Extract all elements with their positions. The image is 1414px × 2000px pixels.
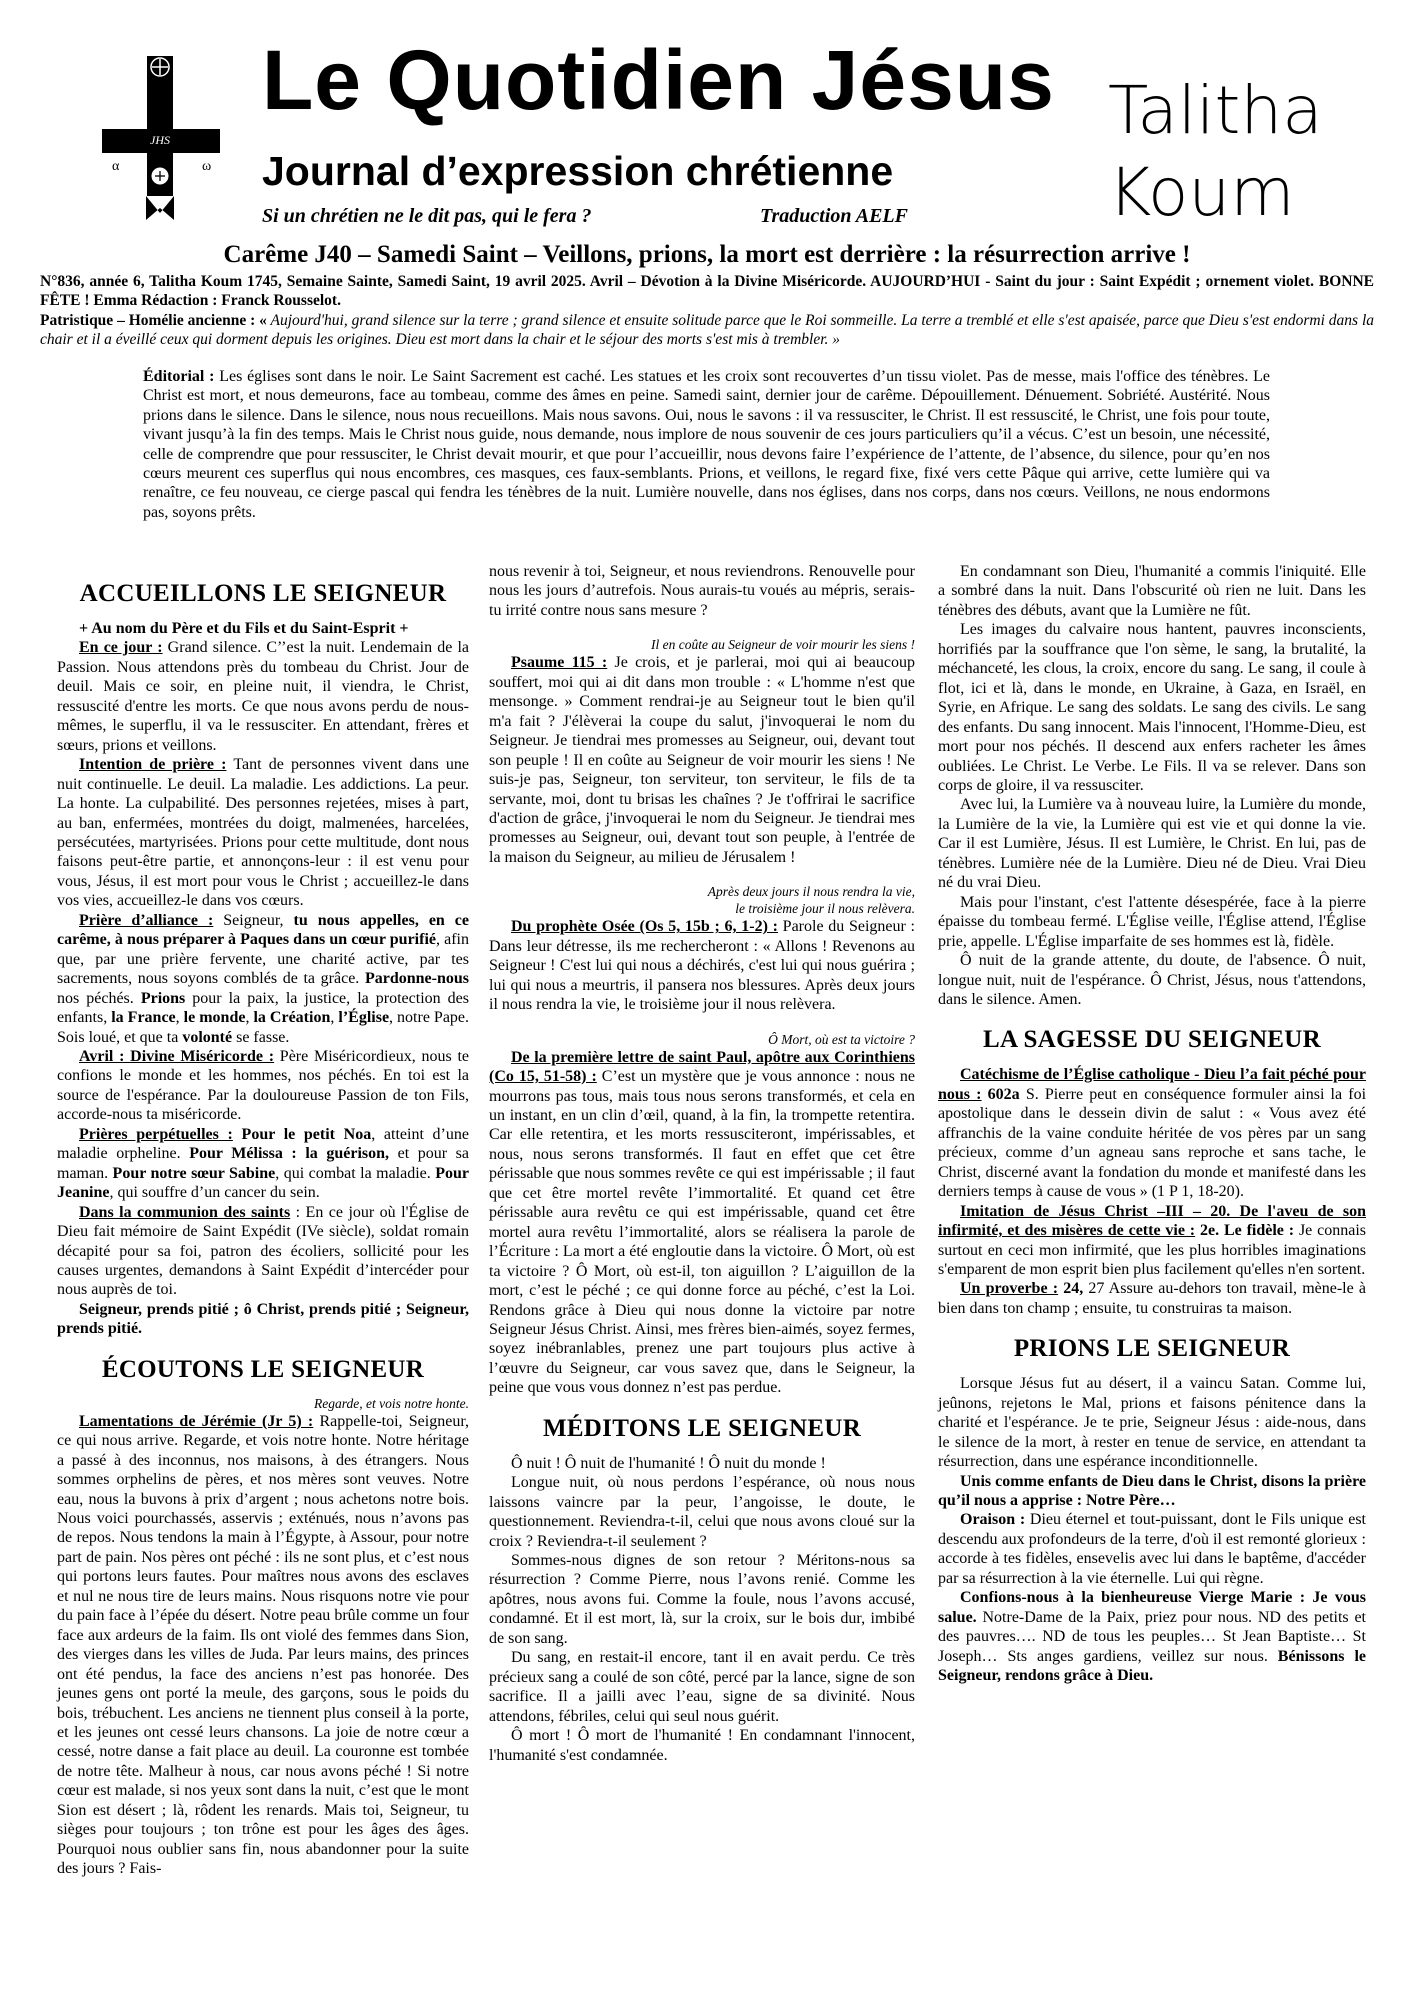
lamentations-reading: Lamentations de Jérémie (Jr 5) : Rappelle-toi, Seigneur, ce qui nous arrive. Regarde, et vois notre honte. Notre héritage a passé à des inconnus, nos maisons, à des étrangers. Nous sommes orphelins de pères, et nos mères sont veuves. Notre eau, nous la buvons à prix d’argent ; nous achetons notre bois. Nous voici pourchassés, asservis ; exténués, nous n’avons pas de repos. Nous tendons la main à l’Égypte, à Assour, pour notre part de pain. Nos pères ont péché : ils ne sont plus, et c’est nous qui portons leurs fautes. Pour maîtres nous avons des esclaves et nul ne nous tire de leurs mains. Nous risquons notre vie pour du pain face à l’épée du désert. Notre peau brûle comme un four face aux ardeurs de la faim. Ils ont violé des femmes dans Sion, des vierges dans les villes de Juda. Par leurs mains, des princes ont été pendus, la face des anciens n’est pas honorée. Des jeunes gens ont porté la meule, des garçons, sous le poids du bois, trébuchent. Les anciens ne tiennent plus conseil à la porte, et les jeunes ont cessé leurs chansons. La joie de notre cœur a cessé, notre danse a fait place au deuil. La couronne est tombée de notre tête. Malheur à nous, car nous avons péché ! Si notre cœur est malade, si nos yeux sont dans la nuit, c’est que le mont Sion est désert ; là, rôdent les renards. Mais toi, Seigneur, tu sièges pour toujours ; ton trône est pour les âges des âges. Pourquoi nous oublier sans fin, nous abandonner pour la suite des jours ? Fais- (57, 1412, 470, 1878)
april-paragraph: Avril : Divine Miséricorde : Père Miséricordieux, nous te confions le monde et les hommes, nos péchés. En toi est la source de l'espérance. Par la douloureuse Passion de ton Fils, accorde-nous ta miséricorde. (57, 1047, 469, 1124)
kyrie: Seigneur, prends pitié ; ô Christ, prends pitié ; Seigneur, prends pitié. (57, 1300, 469, 1338)
newspaper-subtitle: Journal d’expression chrétienne (262, 148, 894, 194)
section-heading-sagesse: LA SAGESSE DU SEIGNEUR (983, 1026, 1321, 1054)
hosea-epigraph-1: Après deux jours il nous rendra la vie, (707, 884, 915, 900)
corinthians-reading: De la première lettre de saint Paul, apôtre aux Corinthiens (Co 15, 51-58) : C’est un mystère que je vous annonce : nous ne mourrons pas tous, mais tous nous serons transformés, et cela en un instant, en un clin d’œil, quand, à la fin, la trompette retentira. Car elle retentira, et les morts ressusciteront, impérissables, et nous, nous serons transformés. Il faut en effet que cet être périssable que nous sommes revête ce qui est impérissable ; il faut que cet être mortel revête l’immortalité. Et quand cet être périssable aura revêtu ce qui est impérissable, quand cet être mortel aura revêtu l’immortalité, alors se réalisera la parole de l’Écriture : La mort a été engloutie dans la victoire. Ô Mort, où est ta victoire ? Ô Mort, où est-il, ton aiguillon ? L’aiguillon de la mort, c’est le péché ; ce qui donne force au péché, c’est la Loi. Rendons grâce à Dieu qui nous donne la victoire par notre Seigneur Jésus Christ. Ainsi, mes frères bien-aimés, soyez fermes, soyez inébranlables, prenez une part toujours plus active à l’œuvre du Seigneur, car vous savez que, dans le Seigneur, la peine que vous vous donnez n’est pas perdue. (489, 1048, 915, 1397)
translation-credit: Traduction AELF (760, 205, 908, 227)
section-heading-prions: PRIONS LE SEIGNEUR (1013, 1335, 1291, 1363)
our-father-intro: Unis comme enfants de Dieu dans le Christ, disons la prière qu’il nous a apprise : Notre Père… (938, 1472, 1366, 1510)
svg-text:α: α (112, 159, 120, 174)
hosea-epigraph-2: le troisième jour il nous relèvera. (735, 901, 915, 917)
corinthians-epigraph: Ô Mort, où est ta victoire ? (768, 1031, 915, 1047)
proverb-paragraph: Un proverbe : 24, 27 Assure au-dehors ton travail, mène-le à bien dans ton champ ; ensuite, tu construiras ta maison. (938, 1280, 1366, 1317)
patristic-homily (40, 311, 1374, 349)
catechism-paragraph: Catéchisme de l’Église catholique - Dieu l’a fait péché pour nous : 602a S. Pierre peut en conséquence formuler ainsi la foi apostolique dans le dessein divin de salut : « Vous avez été affranchis de la vaine conduite héritée de vos pères par un sang précieux, comme d’un agneau sans reproche et sans tache, le Christ, discerné avant la fondation du monde et manifesté dans les derniers temps à cause de vous » (1 P 1, 18-20). (938, 1066, 1367, 1201)
meditation-p6: En condamnant son Dieu, l'humanité a commis l'iniquité. Elle a sombré dans la nuit. Dans l'obscurité où rien ne luit. Dans les ténèbres des débuts, avant que la Lumière ne fût. (938, 563, 1366, 619)
lamentations-continued: nous revenir à toi, Seigneur, et nous reviendrons. Renouvelle pour nous les jours d’autrefois. Nous aurais-tu voués au mépris, serais-tu irrité contre nous sans mesure ? (489, 563, 915, 619)
communion-saints: Dans la communion des saints : En ce jour où l'Église de Dieu fait mémoire de Saint Expédit (IVe siècle), soldat romain décapité pour sa foi, patron des écoliers, sollicité pour les causes urgentes, demandons à Saint Expédit d’intercéder pour nous auprès de toi. (57, 1203, 470, 1299)
talitha-koum-logo-icon (1100, 55, 1340, 235)
patristic-quote: Aujourd'hui, grand silence sur la terre ; grand silence et ensuite solitude parce que le Roi sommeille. La terre a tremblé et elle s'est apaisée, parce que Dieu s'est endormi dans la chair et il a éveillé ceux qui dorment depuis les origines. Dieu est mort dans la chair et le séjour des morts s'est mis à trembler. » (40, 312, 1375, 348)
meditation-p7: Les images du calvaire nous hantent, pauvres inconscients, horrifiés par la souffrance que l'on sème, le sang, la brutalité, la méchanceté, les clous, la croix, encore du sang. Le sang, il coule à flot, ici et là, dans le monde, en Ukraine, à Gaza, en Israël, en Syrie, en Afrique. Le sang des soldats. Le sang des civils. Le sang des enfants. Du sang innocent. Mais l'innocent, l'Homme-Dieu, est mort pour nos péchés. Il descend aux enfers racheter les âmes oubliées. Le Christ. Le Verbe. Le Fils. Il va se relever. Dans son corps de gloire, il va ressusciter. (938, 621, 1366, 794)
section-heading-ecoutons: ÉCOUTONS LE SEIGNEUR (101, 1355, 425, 1383)
psalm-reading: Psaume 115 : Je crois, et je parlerai, moi qui ai beaucoup souffert, moi qui ai dit dans mon trouble : « L'homme n'est que mensonge. » Comment rendrai-je au Seigneur tout le bien qu'il m'a fait ? J'élèverai la coupe du salut, j'invoquerai le nom du Seigneur. Je tiendrai mes promesses au Seigneur, oui, devant tout son peuple ! Il en coûte au Seigneur de voir mourir les siens ! Ne suis-je pas, Seigneur, ton serviteur, ton serviteur, le fils de ta servante, moi, dont tu brisas les chaînes ? Je t'offrirai le sacrifice d'action de grâce, j'invoquerai le nom du Seigneur. Je tiendrai mes promesses au Seigneur, oui, devant tout son peuple, à l'entrée de la maison du Seigneur, au milieu de Jérusalem ! (489, 654, 916, 866)
issue-info: N°836, année 6, Talitha Koum 1745, Semaine Sainte, Samedi Saint, 19 avril 2025. Avril – Dévotion à la Divine Miséricorde. AUJOURD’HUI - Saint du jour : Saint Expédit ; ornement violet. BONNE FÊTE ! Emma Rédaction : Franck Rousselot. (40, 273, 1374, 309)
intention-paragraph: Intention de prière : Tant de personnes vivent dans une nuit continuelle. Le deuil. La maladie. Les addictions. La peur. La honte. La culpabilité. Des personnes rejetées, mises à part, au ban, enfermées, montrées du doigt, malmenées, harcelées, persécutées, martyrisées. Prions pour cette multitude, dont nous faisons peut-être partie, et annonçons-leur : il est venu pour vous, Jésus, il est mort pour vous le Christ ; accueillez-le dans vos vies, accueillez-le dans vos cœurs. (57, 756, 469, 910)
oraison-paragraph: Oraison : Dieu éternel et tout-puissant, dont le Fils unique est descendu aux profondeurs de la terre, d'où il est remonté glorieux : accorde à tes fidèles, ensevelis avec lui dans le baptême, d'accéder par sa résurrection à la vie éternelle. Lui qui règne. (938, 1511, 1366, 1587)
psalm-epigraph: Il en coûte au Seigneur de voir mourir les siens ! (651, 637, 915, 653)
jhs-cross-logo-icon (98, 48, 253, 258)
section-heading-accueillons: ACCUEILLONS LE SEIGNEUR (79, 580, 447, 607)
meditation-p3: Sommes-nous dignes de son retour ? Méritons-nous sa résurrection ? Comme Pierre, nous l’avons renié. Comme les apôtres, nous avons fui. Comme la foule, nous l’avons accusé, condamné. Et il est mort, là, sur la croix, sur le bois dur, imbibé de son sang. (489, 1552, 915, 1647)
svg-text:ω: ω (202, 159, 212, 174)
svg-text:JHS: JHS (150, 133, 170, 147)
editorial-label: Éditorial : (143, 368, 215, 385)
invocation: + Au nom du Père et du Fils et du Saint-Esprit + (79, 620, 409, 637)
prayer-paragraph: Lorsque Jésus fut au désert, il a vaincu Satan. Comme lui, jeûnons, rejetons le Mal, prions et faisons pénitence dans la charité et l'espérance. Je te prie, Seigneur Jésus : aide-nous, dans le silence de la mort, à rester en tenue de service, en attendant ta résurrection, dans une espérance inconditionnelle. (938, 1375, 1366, 1471)
svg-text:Koum: Koum (1108, 154, 1295, 231)
day-paragraph: En ce jour : Grand silence. C’’est la nuit. Lendemain de la Passion. Nous attendons près du tombeau du Christ. Jour de deuil. Mais ce soir, en pleine nuit, il viendra, le Christ, ressuscité d'entre les morts. Ce que nous avons perdu de nous-mêmes, le superflu, il va le ressusciter. En attendant, frères et sœurs, prions et veillons. (57, 639, 470, 754)
column-1 (57, 563, 469, 1879)
newspaper-tagline: Si un chrétien ne le dit pas, qui le fera ? (262, 205, 592, 227)
editorial (143, 367, 1270, 522)
meditation-p8: Avec lui, la Lumière va à nouveau luire, la Lumière du monde, la Lumière de la vie, la Lumière qui est vie et qui donne la vie. Car il est Lumière, Jésus. Il est Lumière, le Christ. En lui, pas de ténèbres. Lumière née de la Lumière. Dieu né de Dieu. Vrai Dieu né du vrai Dieu. (938, 796, 1366, 892)
marian-paragraph: Confions-nous à la bienheureuse Vierge Marie : Je vous salue. Notre-Dame de la Paix, priez pour nous. ND des petits et des pauvres…. ND de tous les peuples… St Jean Baptiste… St Joseph… Sts anges gardiens, veillez sur nous. Bénissons le Seigneur, rendons grâce à Dieu. (938, 1589, 1366, 1685)
hosea-reading: Du prophète Osée (Os 5, 15b ; 6, 1-2) : Parole du Seigneur : Dans leur détresse, ils me rechercheront : « Allons ! Revenons au Seigneur ! C'est lui qui nous a déchirés, c'est lui qui nous guérira ; lui qui nous a meurtris, il pansera nos blessures. Après deux jours il nous rendra la vie, le troisième jour il nous relèvera. (489, 918, 916, 1014)
patristic-label: Patristique – Homélie ancienne : « (40, 312, 267, 329)
editorial-text: Les églises sont dans le noir. Le Saint Sacrement est caché. Les statues et les croix sont recouvertes d’un tissu violet. Pas de messe, mais l'office des ténèbres. Le Christ est mort, et nous demeurons, face au tombeau, comme des âmes en peine. Samedi saint, dernier jour de carême. Dépouillement. Dénuement. Sobriété. Austérité. Nous prions dans le silence. Dans le silence, nous nous recueillons. Mais nous savons. Oui, nous le savons : il va ressusciter, le Christ. Il est ressuscité, le Christ, une fois pour toute, vivant jusqu’à la fin des temps. Mais le Christ nous guide, nous demande, nous implore de nous souvenir de ces jours particuliers qu’il a vécus. C’est un besoin, une nécessité, celle de comprendre que pour ressusciter, le Christ devait mourir, et que pour l’accueillir, nous devons faire l’expérience de l’attente, de l’absence, du silence, pour qu’en nos cœurs meurent ces superflus qui nous encombres, ces masques, ces faux-semblants. Prions, et veillons, le regard fixe, fixé vers cette Pâque qui arrive, cette lumière qui va renaître, ce feu nouveau, ce cierge pascal qui fendra les ténèbres de la nuit. Lumière nouvelle, dans nos églises, dans nos corps, dans nos cœurs. Veillons, ne nous endormons pas, soyons prêts. (143, 368, 1270, 521)
alliance-paragraph: Prière d’alliance : Seigneur, tu nous appelles, en ce carême, à nous préparer à Paques dans un cœur purifié, afin que, par une prière fervente, une charité active, par tes sacrements, nous soyons comblés de ta grâce. Pardonne-nous nos péchés. Prions pour la paix, la justice, la protection des enfants, la France, le monde, la Création, l’Église, notre Pape. Sois loué, et que ta volonté se fasse. (57, 911, 470, 1046)
meditation-p4: Du sang, en restait-il encore, tant il en avait perdu. Ce très précieux sang a coulé de son côté, percé par la lance, signe de son sacrifice. Il a jailli avec l’eau, signe de sa divinité. Nous attendons, fébriles, celui qui seul nous guérit. (489, 1649, 915, 1725)
column-2 (489, 562, 915, 1765)
meditation-p1: Ô nuit ! Ô nuit de l'humanité ! Ô nuit du monde ! (511, 1454, 826, 1472)
meditation-p2: Longue nuit, où nous perdons l’espérance, où nous nous laissons vaincre par la peur, l’angoisse, le doute, le questionnement. Reviendra-t-il, celui que nous avons cloué sur la croix ? Reviendra-t-il seulement ? (489, 1474, 915, 1550)
masthead (0, 0, 1414, 235)
imitation-paragraph: Imitation de Jésus Christ –III – 20. De l'aveu de son infirmité, et des misères de cette vie : 2e. Le fidèle : Je connais surtout en ceci mon infirmité, que les plus horribles imaginations s'emparent de mon esprit bien plus facilement qu'elles n'en sortent. (938, 1202, 1367, 1278)
column-3 (938, 562, 1366, 1686)
meditation-p9: Mais pour l'instant, c'est l'attente désespérée, face à la pierre épaisse du tombeau fermé. L'Église veille, l'Église attend, l'Église prie, appelle. L'Église imparfaite de ses hommes est là, fidèle. (938, 893, 1366, 950)
meditation-p10: Ô nuit de la grande attente, du doute, de l'absence. Ô nuit, longue nuit, nuit de l'espérance. Ô Christ, Jésus, nous t'attendons, dans le silence. Amen. (938, 952, 1366, 1008)
reading-epigraph: Regarde, et vois notre honte. (314, 1395, 469, 1411)
meditation-p5: Ô mort ! Ô mort de l'humanité ! En condamnant l'innocent, l'humanité s'est condamnée. (489, 1727, 915, 1764)
perpetual-prayers: Prières perpétuelles : Pour le petit Noa, atteint d’une maladie orpheline. Pour Mélissa : la guérison, et pour sa maman. Pour notre sœur Sabine, qui combat la maladie. Pour Jeanine, qui souffre d’un cancer du sein. (57, 1125, 470, 1202)
section-heading-meditons: MÉDITONS LE SEIGNEUR (542, 1414, 862, 1442)
main-headline: Carême J40 – Samedi Saint – Veillons, prions, la mort est derrière : la résurrection arrive ! (223, 241, 1191, 268)
svg-text:Talitha: Talitha (1108, 72, 1323, 149)
newspaper-title: Le Quotidien Jésus (262, 33, 1055, 127)
